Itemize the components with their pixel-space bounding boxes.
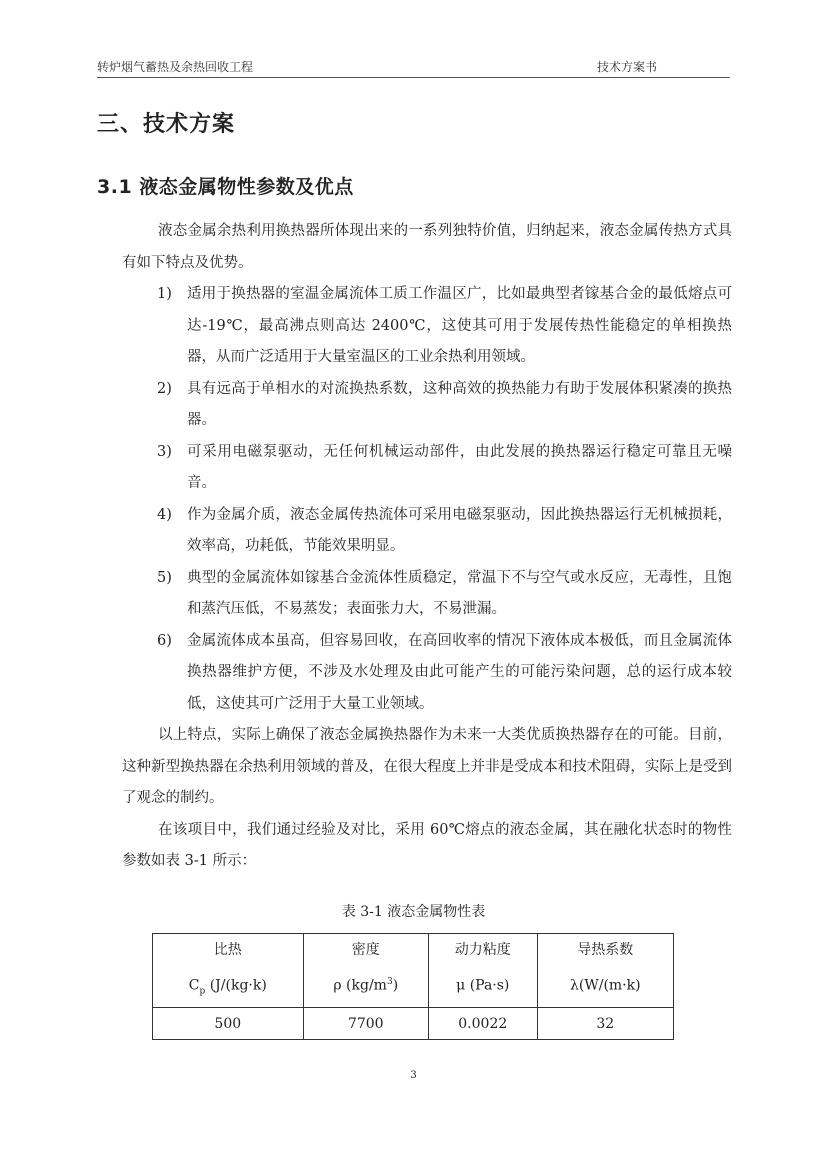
list-item-number: 1) [157,286,172,302]
intro-paragraph: 液态金属余热利用换热器所体现出来的一系列独特价值，归纳起来，液态金属传热方式具有如下特点及优势。 [122,223,732,271]
feature-list [122,279,732,720]
list-item-number: 6) [157,632,172,649]
list-item-text: 金属流体成本虽高，但容易回收，在高回收率的情况下液体成本极低，而且金属流体换热器维护方便，不涉及水处理及由此可能产生的可能污染问题，总的运行成本较低，这使其可广泛用于大量工业领域。 [187,632,732,712]
section-title: 三、技术方案 [97,112,236,137]
list-item-number: 2) [157,380,172,397]
list-item-number: 4) [157,506,172,523]
column-name: 密度 [351,942,380,958]
subsection-title: 3.1 液态金属物性参数及优点 [97,176,354,198]
column-unit: λ(W/(m·k) [570,977,641,994]
list-item-number: 5) [157,569,172,586]
header-project-title: 转炉烟气蓄热及余热回收工程 [97,60,254,74]
conclusion-paragraph: 以上特点，实际上确保了液态金属换热器作为未来一大类优质换热器存在的可能。目前，这种新型换热器在余热利用领域的普及，在很大程度上并非是受成本和技术阻碍，实际上是受到了观念的制约。 [122,727,732,806]
column-name: 动力粘度 [454,942,511,958]
list-item [122,500,732,563]
table-header-cell [537,934,673,1008]
column-name: 比热 [213,942,242,958]
page-number: 3 [410,1070,417,1081]
table-header-row [153,934,674,1008]
column-name: 导热系数 [577,942,634,958]
table-cell: 0.0022 [428,1008,537,1040]
table-row [153,1008,674,1040]
column-unit: μ (Pa·s) [456,977,510,994]
table-caption: 表 3-1 液态金属物性表 [341,904,486,920]
header-divider [97,77,730,78]
list-item [122,279,732,374]
table-header-cell [428,934,537,1008]
list-item [122,563,732,626]
running-header [97,58,730,76]
list-item-text: 具有远高于单相水的对流换热系数，这种高效的换热能力有助于发展体积紧凑的换热器。 [187,380,732,428]
table-header-cell [153,934,304,1008]
list-item [122,374,732,437]
table-cell: 32 [537,1008,673,1040]
project-paragraph: 在该项目中，我们通过经验及对比，采用 60℃熔点的液态金属，其在融化状态时的物性参数如表 3-1 所示： [122,821,732,869]
list-item-text: 可采用电磁泵驱动，无任何机械运动部件，由此发展的换热器运行稳定可靠且无噪音。 [187,443,732,491]
properties-table [152,933,674,1040]
header-document-type: 技术方案书 [597,60,658,74]
list-item-text: 作为金属介质，液态金属传热流体可采用电磁泵驱动，因此换热器运行无机械损耗，效率高，功耗低，节能效果明显。 [187,506,732,554]
body-text [122,216,732,878]
table-header-cell [303,934,428,1008]
table-cell: 7700 [303,1008,428,1040]
column-unit: $C_p$ (J/(kg·k) [188,977,267,997]
column-unit: ρ $(kg/m^3)$ [333,977,399,994]
list-item-text: 适用于换热器的室温金属流体工质工作温区广，比如最典型者镓基合金的最低熔点可达-19℃，最高沸点则高达 2400℃，这使其可用于发展传热性能稳定的单相换热器，从而广泛适用于大量室温区的工业余热利用领域。 [187,286,732,365]
list-item [122,437,732,500]
list-item [122,626,732,721]
list-item-text: 典型的金属流体如镓基合金流体性质稳定，常温下不与空气或水反应，无毒性，且饱和蒸汽压低，不易蒸发；表面张力大，不易泄漏。 [187,569,732,617]
list-item-number: 3) [157,443,172,460]
table-cell: 500 [153,1008,304,1040]
